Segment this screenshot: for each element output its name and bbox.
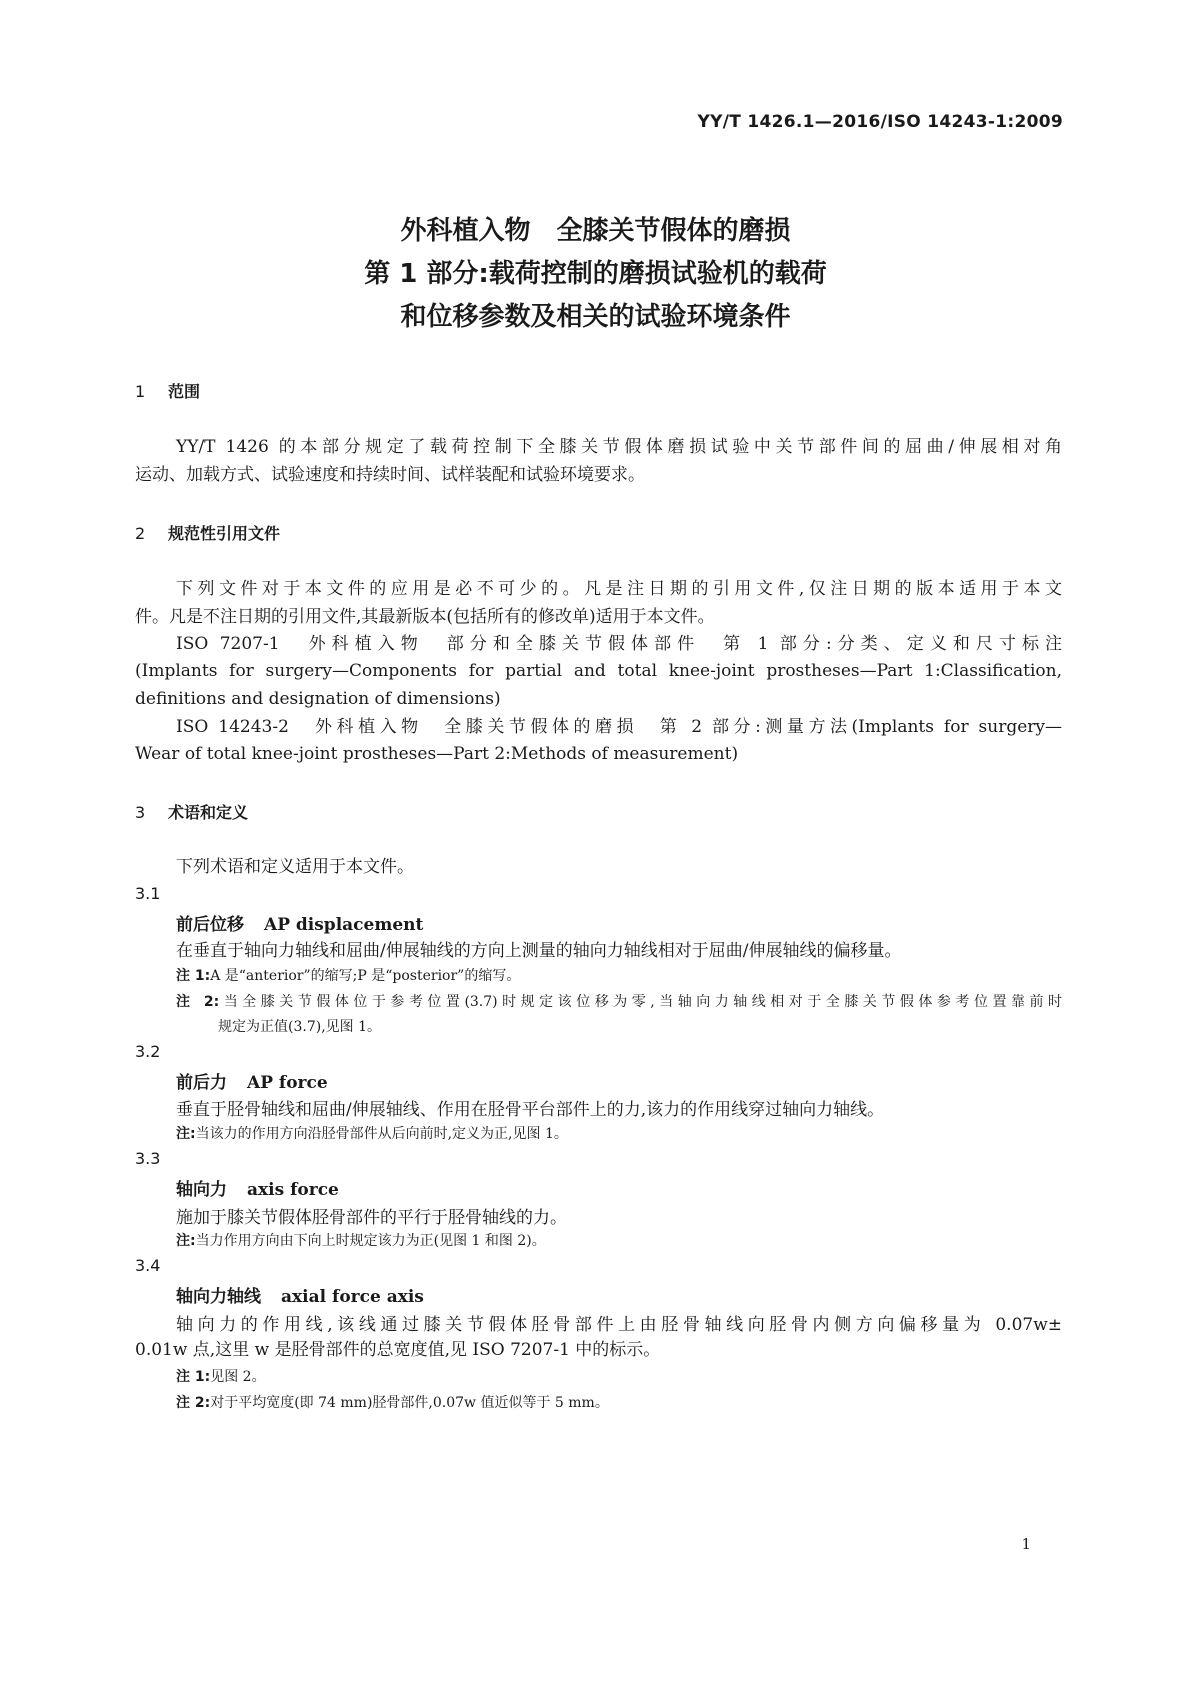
term-note bbox=[176, 1123, 1062, 1143]
term-zh: 轴向力 bbox=[176, 1180, 227, 1200]
term-en: axis force bbox=[247, 1180, 339, 1200]
reference-1-line-3: definitions and designation of dimensions) bbox=[135, 689, 501, 709]
section-title: 范围 bbox=[168, 382, 201, 401]
section-number: 2 bbox=[135, 524, 146, 543]
term-note bbox=[176, 1366, 1062, 1386]
term-definition-line-2: 0.01w 点,这里 w 是胫骨部件的总宽度值,见 ISO 7207-1 中的标示。 bbox=[135, 1340, 661, 1360]
section-2-heading bbox=[135, 521, 280, 544]
term-note bbox=[176, 991, 1062, 1011]
term-title bbox=[176, 1068, 328, 1093]
note-label: 注 1: bbox=[176, 968, 211, 984]
section-1-heading bbox=[135, 379, 200, 402]
section-number: 3 bbox=[135, 803, 146, 822]
note-text: A 是“anterior”的缩写;P 是“posterior”的缩写。 bbox=[210, 968, 521, 984]
title-line-3: 和位移参数及相关的试验环境条件 bbox=[400, 302, 791, 332]
note-text: 见图 2。 bbox=[210, 1369, 266, 1385]
note-label: 注 2: bbox=[176, 994, 220, 1010]
note-label: 注 2: bbox=[176, 1395, 211, 1411]
page-number: 1 bbox=[1021, 1535, 1031, 1553]
term-note bbox=[176, 1392, 1062, 1412]
scope-para-line-1: YY/T 1426 的本部分规定了载荷控制下全膝关节假体磨损试验中关节部件间的屈曲/伸展相对角 bbox=[176, 437, 1062, 457]
note-text: 对于平均宽度(即 74 mm)胫骨部件,0.07w 值近似等于 5 mm。 bbox=[210, 1395, 609, 1411]
note-text: 当全膝关节假体位于参考位置(3.7)时规定该位移为零,当轴向力轴线相对于全膝关节假体参考位置靠前时 bbox=[219, 994, 1062, 1010]
term-number: 3.1 bbox=[135, 884, 161, 903]
term-number: 3.4 bbox=[135, 1256, 161, 1275]
section-number: 1 bbox=[135, 382, 146, 401]
term-definition: 施加于膝关节假体胫骨部件的平行于胫骨轴线的力。 bbox=[176, 1208, 567, 1228]
note-label: 注 1: bbox=[176, 1369, 211, 1385]
term-note bbox=[176, 965, 1062, 985]
terms-intro: 下列术语和定义适用于本文件。 bbox=[176, 857, 414, 877]
reference-2-line-1: ISO 14243-2 外科植入物 全膝关节假体的磨损 第 2 部分:测量方法(Implants for surgery— bbox=[176, 717, 1062, 737]
title-line-2: 第 1 部分:载荷控制的磨损试验机的载荷 bbox=[364, 259, 827, 289]
section-title: 术语和定义 bbox=[168, 803, 249, 822]
term-zh: 前后位移 bbox=[176, 915, 244, 935]
note-label: 注: bbox=[176, 1233, 196, 1249]
term-number: 3.2 bbox=[135, 1042, 161, 1061]
section-3-heading bbox=[135, 800, 248, 823]
term-en: AP force bbox=[247, 1073, 328, 1093]
term-definition-line-1: 轴向力的作用线,该线通过膝关节假体胫骨部件上由胫骨轴线向胫骨内侧方向偏移量为 0.07w± bbox=[176, 1315, 1062, 1335]
term-title bbox=[176, 1175, 339, 1200]
reference-2-line-2: Wear of total knee-joint prostheses—Part 2:Methods of measurement) bbox=[135, 744, 739, 764]
term-definition: 在垂直于轴向力轴线和屈曲/伸展轴线的方向上测量的轴向力轴线相对于屈曲/伸展轴线的偏移量。 bbox=[176, 941, 902, 961]
note-text-continued: 规定为正值(3.7),见图 1。 bbox=[218, 1019, 381, 1035]
reference-1-line-1: ISO 7207-1 外科植入物 部分和全膝关节假体部件 第 1 部分:分类、定义和尺寸标注 bbox=[176, 634, 1062, 654]
reference-1-line-2: (Implants for surgery—Components for partial and total knee-joint prostheses—Part 1:Classification, bbox=[135, 661, 1062, 681]
document-title bbox=[0, 210, 1191, 339]
standard-code: YY/T 1426.1—2016/ISO 14243-1:2009 bbox=[697, 112, 1063, 132]
note-text: 当力作用方向由下向上时规定该力为正(见图 1 和图 2)。 bbox=[195, 1233, 546, 1249]
section-title: 规范性引用文件 bbox=[168, 524, 281, 543]
term-definition: 垂直于胫骨轴线和屈曲/伸展轴线、作用在胫骨平台部件上的力,该力的作用线穿过轴向力轴线。 bbox=[176, 1100, 885, 1120]
term-number: 3.3 bbox=[135, 1149, 161, 1168]
term-title bbox=[176, 1282, 424, 1307]
note-text: 当该力的作用方向沿胫骨部件从后向前时,定义为正,见图 1。 bbox=[195, 1126, 568, 1142]
normative-intro-line-1: 下列文件对于本文件的应用是必不可少的。凡是注日期的引用文件,仅注日期的版本适用于本文 bbox=[176, 579, 1062, 599]
normative-intro-line-2: 件。凡是不注日期的引用文件,其最新版本(包括所有的修改单)适用于本文件。 bbox=[135, 607, 715, 627]
term-en: AP displacement bbox=[264, 915, 424, 935]
note-label: 注: bbox=[176, 1126, 196, 1142]
term-zh: 轴向力轴线 bbox=[176, 1287, 261, 1307]
term-title bbox=[176, 910, 423, 935]
term-zh: 前后力 bbox=[176, 1073, 227, 1093]
term-note bbox=[176, 1230, 1062, 1250]
title-line-1: 外科植入物 全膝关节假体的磨损 bbox=[400, 216, 791, 246]
scope-para-line-2: 运动、加载方式、试验速度和持续时间、试样装配和试验环境要求。 bbox=[135, 465, 645, 485]
term-en: axial force axis bbox=[281, 1287, 424, 1307]
